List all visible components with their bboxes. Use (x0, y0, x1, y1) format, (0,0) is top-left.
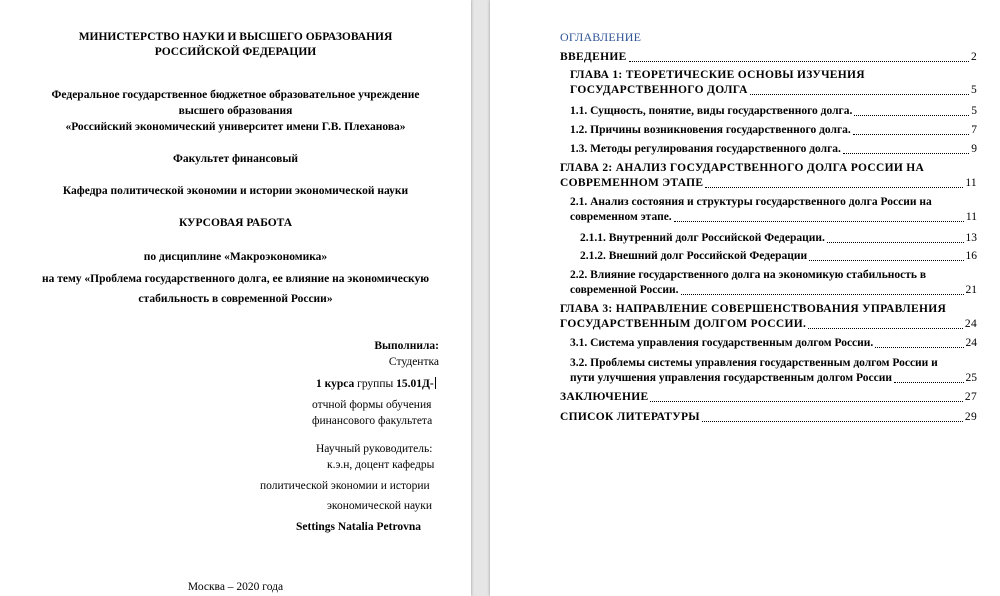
ministry-line-2: РОССИЙСКОЙ ФЕДЕРАЦИИ (154, 46, 317, 58)
ministry-line-1: МИНИСТЕРСТВО НАУКИ И ВЫСШЕГО ОБРАЗОВАНИЯ (78, 31, 393, 43)
toc-title: ОГЛАВЛЕНИЕ (560, 30, 642, 44)
toc-entry-references[interactable]: СПИСОК ЛИТЕРАТУРЫ 29 (560, 411, 977, 423)
title-page (0, 0, 471, 596)
group-text: группы (354, 378, 397, 390)
supervisor-department-1: политической экономии и истории (260, 480, 430, 492)
supervisor-department-2: экономической науки (327, 500, 433, 512)
work-type: КУРСОВАЯ РАБОТА (178, 217, 293, 229)
toc-entry-2-1[interactable]: 2.1. Анализ состояния и структуры государственного долга России на современном этапе. 11 (570, 196, 977, 223)
toc-page (490, 0, 1000, 596)
toc-entry-conclusion[interactable]: ЗАКЛЮЧЕНИЕ 27 (560, 391, 977, 403)
supervisor-name: Settings Natalia Petrovna (296, 521, 422, 533)
toc-entry-chapter-3[interactable]: ГЛАВА 3: НАПРАВЛЕНИЕ СОВЕРШЕНСТВОВАНИЯ УПРАВЛЕНИЯ ГОСУДАРСТВЕННЫМ ДОЛГОМ РОССИИ. 24 (560, 303, 977, 330)
student-label: Студентка (388, 356, 439, 368)
toc-entry-1-3[interactable]: 1.3. Методы регулирования государственного долга. 9 (570, 143, 977, 155)
course-group-line (316, 377, 436, 391)
institution-line-2: высшего образования (178, 105, 293, 117)
toc-entry-2-2[interactable]: 2.2. Влияние государственного долга на экономикую стабильность в современной России. 21 (570, 269, 977, 296)
supervisor-label: Научный руководитель: (316, 443, 433, 455)
toc-entry-2-1-1[interactable]: 2.1.1. Внутренний долг Российской Федерации. 13 (580, 232, 977, 244)
topic-line-2: стабильность в современной России» (138, 293, 333, 305)
topic-line-1: на тему «Проблема государственного долга, ее влияние на экономическую (41, 273, 430, 285)
course-number: 1 курса (316, 378, 355, 390)
faculty: Факультет финансовый (173, 153, 298, 165)
toc-entry-chapter-1[interactable]: ГЛАВА 1: ТЕОРЕТИЧЕСКИЕ ОСНОВЫ ИЗУЧЕНИЯ ГОСУДАРСТВЕННОГО ДОЛГА 5 (570, 69, 977, 96)
text-cursor (435, 377, 436, 389)
toc-entry-2-1-2[interactable]: 2.1.2. Внешний долг Российской Федерации 16 (580, 250, 977, 262)
city-year: Москва – 2020 года (187, 581, 284, 593)
toc-entry-introduction[interactable]: ВВЕДЕНИЕ 2 (560, 51, 977, 63)
toc-entry-1-1[interactable]: 1.1. Сущность, понятие, виды государственного долга. 5 (570, 105, 977, 117)
supervisor-degree: к.э.н, доцент кафедры (327, 459, 435, 471)
performed-label: Выполнила: (374, 340, 439, 352)
toc-entry-chapter-2[interactable]: ГЛАВА 2: АНАЛИЗ ГОСУДАРСТВЕННОГО ДОЛГА РОССИИ НА СОВРЕМЕННОМ ЭТАПЕ 11 (560, 162, 977, 189)
group-number: 15.01Д- (396, 378, 434, 390)
institution-line-3: «Российский экономический университет имени Г.В. Плеханова» (65, 121, 406, 133)
department: Кафедра политической экономии и истории экономической науки (62, 185, 409, 197)
study-form: отчной формы обучения (312, 399, 432, 411)
discipline: по дисциплине «Макроэкономика» (143, 251, 328, 263)
toc-entry-1-2[interactable]: 1.2. Причины возникновения государственного долга. 7 (570, 124, 977, 136)
faculty-of: финансового факультета (312, 415, 433, 427)
institution-line-1: Федеральное государственное бюджетное образовательное учреждение (51, 89, 420, 101)
toc-entry-3-1[interactable]: 3.1. Система управления государственным долгом России. 24 (570, 337, 977, 349)
toc-entry-3-2[interactable]: 3.2. Проблемы системы управления государственным долгом России и пути улучшения управления государственным долгом России 25 (570, 357, 977, 384)
